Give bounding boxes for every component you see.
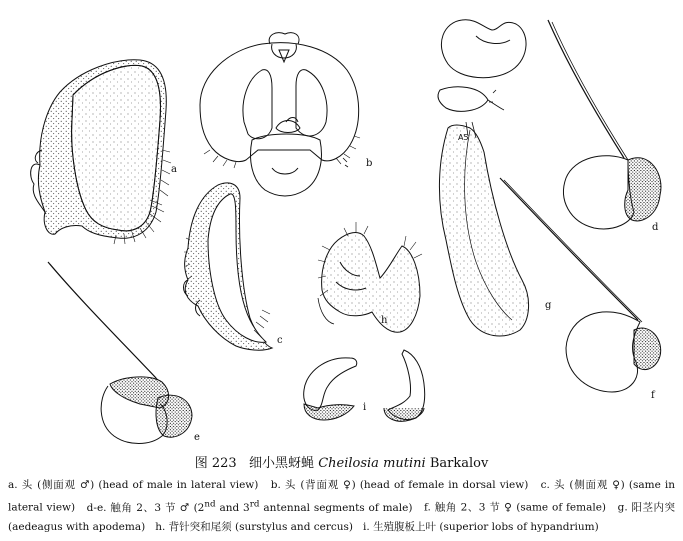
head-female-lateral-drawing [184, 183, 273, 350]
panel-label-i: i [363, 402, 367, 413]
legend-item-d-e: d-e. 触角 2、3 节 ♂ (2nd and 3rd antennal segments of male) [86, 499, 413, 514]
figure-caption [0, 454, 683, 541]
species-name-scientific: Cheilosia mutini [318, 456, 426, 471]
aedeagus-with-apodema-drawing [438, 20, 529, 336]
legend-item-a: a. 头 (侧面观 ♂) (head of male in lateral view) [8, 479, 259, 491]
panel-label-a: a [171, 164, 177, 175]
panel-label-h: h [381, 315, 388, 326]
surstylus-and-cercus-drawing [318, 222, 422, 332]
panel-label-g: g [545, 300, 552, 311]
segment-mark-a5: A5 [458, 133, 469, 142]
panel-label-b: b [366, 158, 373, 169]
head-female-dorsal-drawing [200, 33, 360, 196]
legend-item-i: i. 生殖腹板上叶 (superior lobs of hypandrium) [363, 520, 599, 533]
panel-label-c: c [277, 335, 283, 346]
figure-number: 图 223 [194, 456, 237, 471]
legend-item-g: g. 阳茎内突 (aedeagus with apodema) [8, 501, 676, 533]
panel-label-d: d [652, 222, 659, 233]
head-male-lateral-drawing [31, 60, 171, 244]
species-author: Barkalov [429, 456, 489, 471]
legend-item-h: h. 背针突和尾须 (surstylus and cercus) [155, 520, 353, 533]
panel-label-f: f [651, 390, 655, 401]
antenna-male-d-drawing [548, 20, 661, 229]
legend-item-c: c. 头 (侧面观 ♀) (same in lateral view) [8, 479, 676, 514]
panel-label-e: e [194, 432, 200, 443]
species-name-chinese: 细小黑蚜蝇 [249, 456, 315, 471]
legend-item-b: b. 头 (背面观 ♀) (head of female in dorsal view) [270, 479, 529, 491]
antenna-male-e-drawing [48, 262, 192, 444]
legend-item-f: f. 触角 2、3 节 ♀ (same of female) [424, 501, 607, 514]
figure-title [0, 454, 683, 474]
figure-legend [8, 476, 675, 537]
